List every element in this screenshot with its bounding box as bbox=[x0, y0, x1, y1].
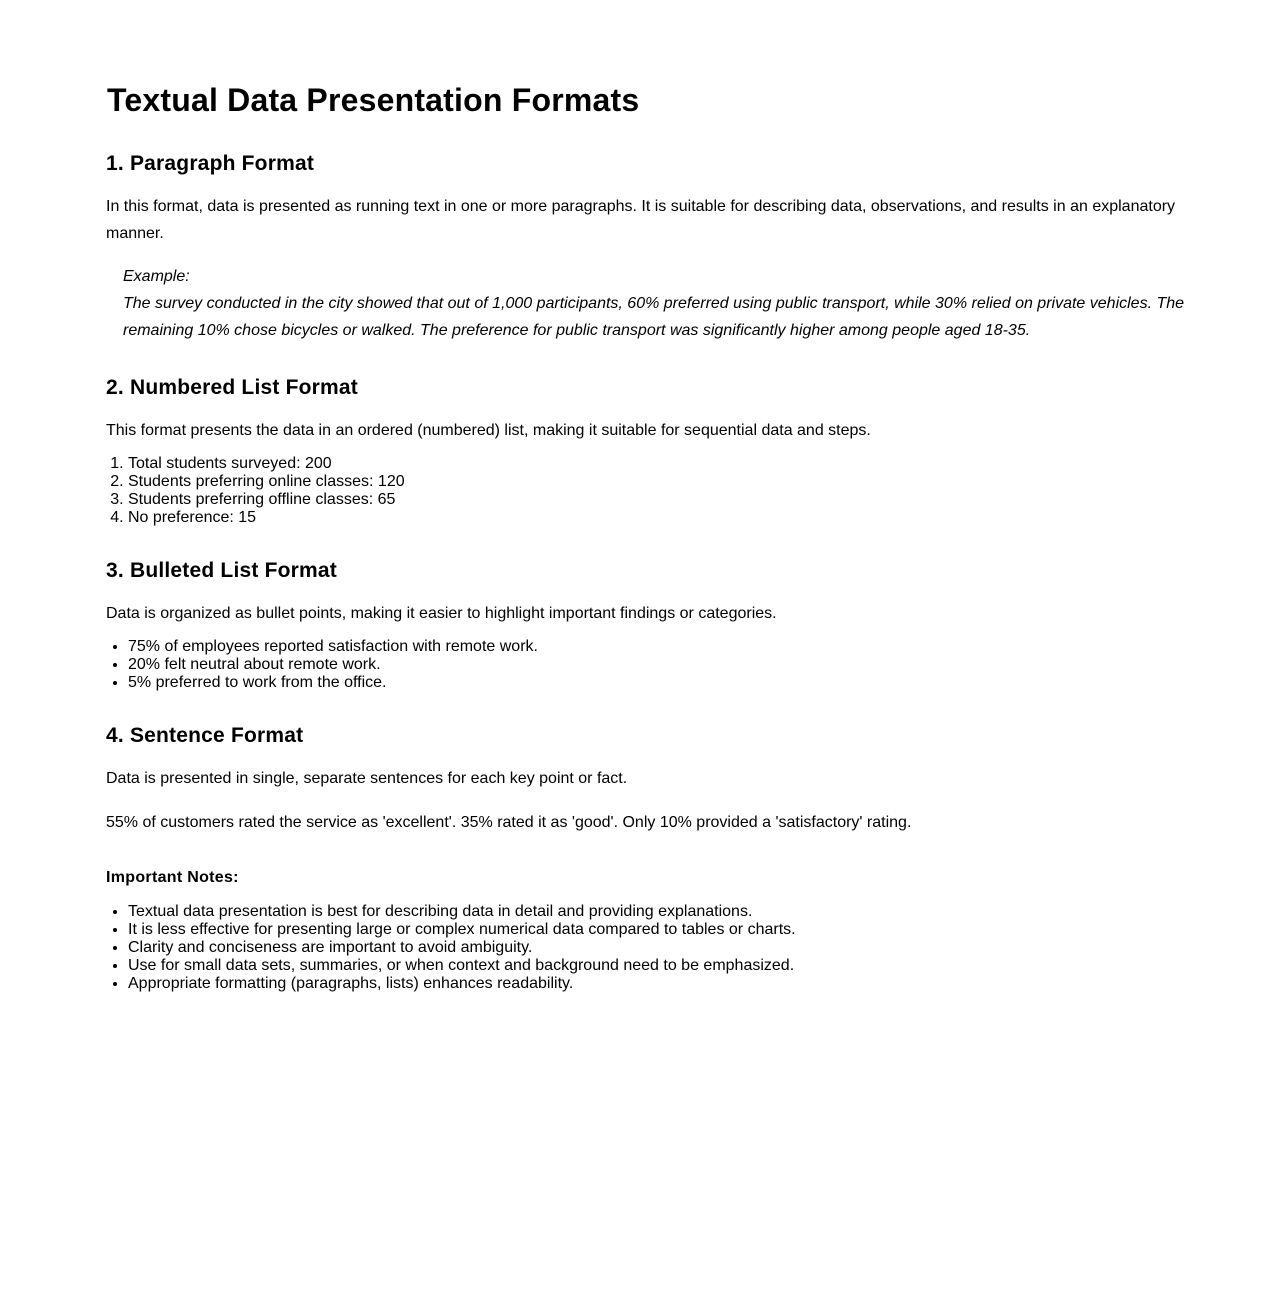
list-item: • 5% preferred to work from the office. bbox=[128, 674, 1186, 692]
list-item: 1. Total students surveyed: 200 bbox=[128, 455, 1186, 473]
example-label: Example: bbox=[123, 268, 190, 285]
notes-list bbox=[106, 903, 1186, 993]
numbered-list bbox=[106, 455, 1186, 527]
section-heading-paragraph: 1. Paragraph Format bbox=[106, 152, 315, 175]
list-item: • 75% of employees reported satisfaction with remote work. bbox=[128, 638, 1186, 656]
list-item: • Appropriate formatting (paragraphs, lists) enhances readability. bbox=[128, 975, 1186, 993]
section-paragraph-format bbox=[106, 152, 1186, 344]
section-heading-bulleted: 3. Bulleted List Format bbox=[106, 559, 337, 582]
paragraph-example bbox=[123, 263, 1186, 344]
page-title: Textual Data Presentation Formats bbox=[107, 82, 640, 118]
section-heading-sentence: 4. Sentence Format bbox=[106, 724, 304, 747]
list-item: • Clarity and conciseness are important to avoid ambiguity. bbox=[128, 939, 1186, 957]
list-item: • 20% felt neutral about remote work. bbox=[128, 656, 1186, 674]
list-item: • It is less effective for presenting large or complex numerical data compared to tables or charts. bbox=[128, 921, 1186, 939]
section-heading-numbered: 2. Numbered List Format bbox=[106, 376, 358, 399]
section-important-notes bbox=[106, 869, 1186, 993]
section-bulleted-list-format bbox=[106, 559, 1186, 692]
list-item: 3. Students preferring offline classes: 65 bbox=[128, 491, 1186, 509]
notes-heading: Important Notes: bbox=[106, 869, 239, 886]
section-description-numbered: This format presents the data in an ordered (numbered) list, making it suitable for sequential data and steps. bbox=[106, 422, 871, 439]
sentence-example-text: 55% of customers rated the service as 'excellent'. 35% rated it as 'good'. Only 10% provided a 'satisfactory' rating. bbox=[106, 814, 912, 831]
example-text: The survey conducted in the city showed that out of 1,000 participants, 60% preferred using public transport, while 30% relied on private vehicles. The remaining 10% chose bicycles or walked. The preference for public transport was significantly higher among people aged 18-35. bbox=[123, 295, 1185, 339]
section-sentence-format bbox=[106, 724, 1186, 836]
list-item: • Use for small data sets, summaries, or when context and background need to be emphasized. bbox=[128, 957, 1186, 975]
list-item: • Textual data presentation is best for describing data in detail and providing explanations. bbox=[128, 903, 1186, 921]
section-description-sentence: Data is presented in single, separate sentences for each key point or fact. bbox=[106, 770, 628, 787]
section-description-paragraph: In this format, data is presented as running text in one or more paragraphs. It is suitable for describing data, observations, and results in an explanatory manner. bbox=[106, 198, 1176, 242]
section-description-bulleted: Data is organized as bullet points, making it easier to highlight important findings or categories. bbox=[106, 605, 777, 622]
list-item: 2. Students preferring online classes: 120 bbox=[128, 473, 1186, 491]
bulleted-list bbox=[106, 638, 1186, 692]
list-item: 4. No preference: 15 bbox=[128, 509, 1186, 527]
section-numbered-list-format bbox=[106, 376, 1186, 527]
